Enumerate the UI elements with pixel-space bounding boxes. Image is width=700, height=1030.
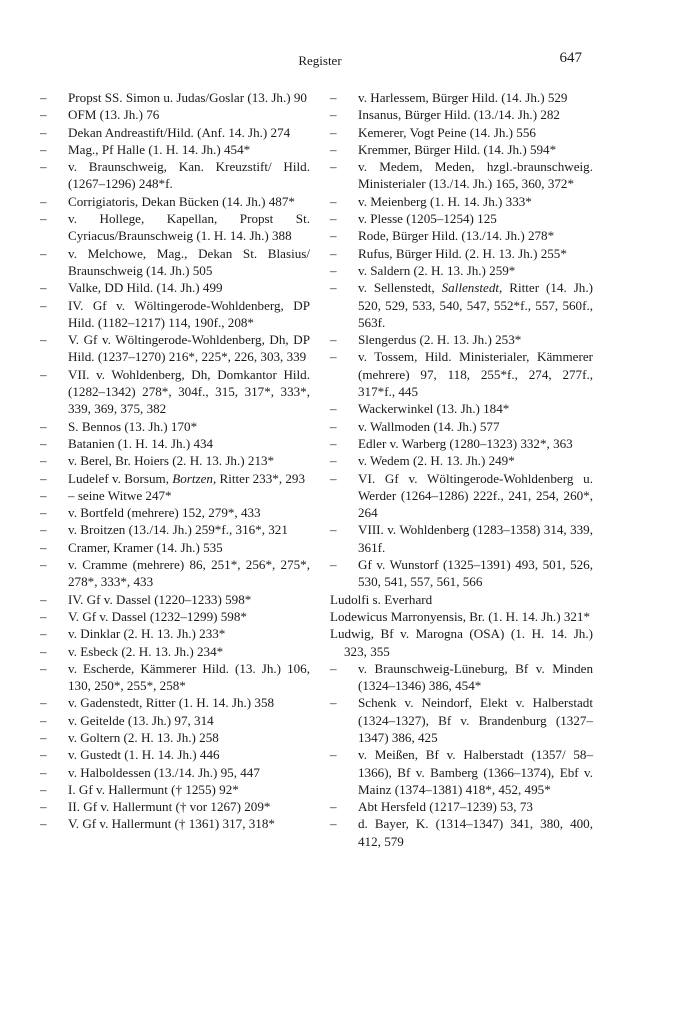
entry-text: Slengerdus (2. H. 13. Jh.) 253* (358, 332, 522, 348)
index-entry (40, 141, 310, 158)
entry-dash: – (330, 211, 337, 227)
entry-dash: – (40, 159, 47, 175)
entry-dash: – (40, 557, 47, 573)
index-entry (40, 418, 310, 435)
entry-dash: – (330, 660, 337, 676)
entry-dash: – (330, 193, 337, 209)
index-entry (330, 227, 593, 244)
entry-dash: – (40, 816, 47, 832)
entry-dash: – (330, 799, 337, 815)
entry-text: v. Hollege, Kapellan, Propst St. Cyriacus/Braunschweig (1. H. 14. Jh.) 388 (68, 211, 310, 244)
index-entry (330, 470, 593, 522)
entry-text: v. Escherde, Kämmerer Hild. (13. Jh.) 106, 130, 250*, 255*, 258* (68, 660, 310, 694)
entry-dash: – (330, 332, 337, 348)
entry-text: Valke, DD Hild. (14. Jh.) 499 (68, 280, 223, 296)
entry-text: Ludolfi s. Everhard (330, 591, 433, 607)
index-entry (330, 331, 593, 348)
entry-dash: – (40, 90, 47, 105)
entry-dash: – (330, 401, 337, 417)
index-entry (40, 487, 310, 504)
entry-dash: – (40, 764, 47, 780)
entry-text: v. Gadenstedt, Ritter (1. H. 14. Jh.) 358 (68, 695, 275, 711)
entry-text: v. Broitzen (13./14. Jh.) 259*f., 316*, 321 (68, 522, 288, 538)
entry-dash: – (40, 211, 47, 227)
entry-dash: – (40, 124, 47, 140)
entry-text: Ludwig, Bf v. Marogna (OSA) (1. H. 14. Jh.) 323, 355 (330, 626, 593, 659)
entry-text: v. Esbeck (2. H. 13. Jh.) 234* (68, 643, 224, 659)
entry-dash: – (330, 816, 337, 832)
entry-text: v. Geitelde (13. Jh.) 97, 314 (68, 712, 214, 728)
index-entry (40, 539, 310, 556)
entry-text: v. Cramme (mehrere) 86, 251*, 256*, 275*, 278*, 333*, 433 (68, 557, 310, 590)
entry-text: v. Halboldessen (13./14. Jh.) 95, 447 (68, 764, 260, 780)
entry-dash: – (330, 228, 337, 244)
entry-text: OFM (13. Jh.) 76 (68, 107, 160, 123)
entry-dash: – (40, 712, 47, 728)
entry-dash: – (330, 159, 337, 175)
entry-text: Gf v. Wunstorf (1325–1391) 493, 501, 526, 530, 541, 557, 561, 566 (358, 557, 593, 590)
entry-dash: – (40, 193, 47, 209)
entry-text: v. Saldern (2. H. 13. Jh.) 259* (358, 262, 516, 278)
entry-text-after: Ritter 233*, 293 (216, 470, 306, 486)
index-entry (40, 452, 310, 469)
entry-dash: – (40, 539, 47, 555)
index-entry (330, 746, 593, 798)
entry-text: v. Medem, Meden, hzgl.-braunschweig. Ministerialer (13./14. Jh.) 165, 360, 372* (358, 159, 593, 192)
entry-dash: – (40, 470, 47, 486)
index-entry (330, 452, 593, 469)
entry-text: Rufus, Bürger Hild. (2. H. 13. Jh.) 255* (358, 245, 567, 261)
index-entry (40, 746, 310, 763)
entry-text: VII. v. Wohldenberg, Dh, Domkantor Hild. (1282–1342) 278*, 304f., 315, 317*, 333*, 339, 369, 375, 382 (68, 366, 310, 417)
entry-dash: – (40, 107, 47, 123)
entry-text: v. Melchowe, Mag., Dekan St. Blasius/ Braunschweig (14. Jh.) 505 (68, 245, 310, 278)
entry-text: Mag., Pf Halle (1. H. 14. Jh.) 454* (68, 141, 251, 157)
entry-dash: – (40, 799, 47, 815)
entry-text: v. Harlessem, Bürger Hild. (14. Jh.) 529 (358, 90, 568, 105)
entry-text: IV. Gf v. Wöltingerode-Wohldenberg, DP Hild. (1182–1217) 114, 190f., 208* (68, 297, 310, 330)
index-entry (40, 608, 310, 625)
entry-text: v. Bortfeld (mehrere) 152, 279*, 433 (68, 505, 261, 521)
index-entry (40, 470, 310, 487)
entry-dash: – (40, 141, 47, 157)
index-entry (330, 798, 593, 815)
entry-text: d. Bayer, K. (1314–1347) 341, 380, 400, 412, 579 (358, 816, 593, 849)
entry-dash: – (40, 245, 47, 261)
entry-text-after: Ritter (14. Jh.) 520, 529, 533, 540, 547, 552*f., 557, 560f., 563f. (358, 280, 593, 330)
entry-text: v. Berel, Br. Hoiers (2. H. 13. Jh.) 213* (68, 453, 275, 469)
entry-text: Batanien (1. H. 14. Jh.) 434 (68, 435, 214, 451)
index-entry (40, 591, 310, 608)
entry-dash: – (330, 470, 337, 486)
page-header (0, 50, 700, 73)
index-entry (330, 245, 593, 262)
index-entry (330, 124, 593, 141)
index-entry (330, 279, 593, 331)
entry-italic-variant: Sallenstedt, (441, 280, 503, 296)
entry-italic-variant: Bortzen, (172, 470, 217, 486)
entry-dash: – (330, 107, 337, 123)
index-entry (40, 504, 310, 521)
entry-dash: – (330, 522, 337, 538)
index-entry (40, 521, 310, 538)
index-entry (40, 643, 310, 660)
entry-text: Cramer, Kramer (14. Jh.) 535 (68, 539, 223, 555)
entry-text: – seine Witwe 247* (68, 487, 172, 503)
index-entry (40, 279, 310, 296)
entry-dash: – (330, 245, 337, 261)
right-column (330, 89, 593, 850)
index-entry (330, 815, 593, 850)
entry-text: v. Wallmoden (14. Jh.) 577 (358, 418, 500, 434)
entry-dash: – (40, 626, 47, 642)
entry-dash: – (40, 643, 47, 659)
index-entry (330, 625, 593, 660)
entry-dash: – (330, 90, 337, 105)
index-entry (330, 435, 593, 452)
entry-dash: – (40, 729, 47, 745)
entry-dash: – (40, 453, 47, 469)
index-entry (40, 210, 310, 245)
running-title: Register (298, 53, 342, 68)
entry-dash: – (40, 487, 47, 503)
entry-dash: – (40, 332, 47, 348)
entry-text: v. Sellenstedt, (358, 280, 442, 296)
index-entry (40, 124, 310, 141)
index-entry (40, 89, 310, 106)
entry-text: V. Gf v. Dassel (1232–1299) 598* (68, 608, 247, 624)
entry-dash: – (330, 557, 337, 573)
index-entry (330, 418, 593, 435)
index-entry (40, 712, 310, 729)
index-entry (40, 106, 310, 123)
entry-dash: – (330, 435, 337, 451)
entry-text: v. Braunschweig-Lüneburg, Bf v. Minden (1324–1346) 386, 454* (358, 660, 593, 694)
entry-text: Lodewicus Marronyensis, Br. (1. H. 14. Jh.) 321* (330, 608, 591, 624)
index-entry (40, 158, 310, 193)
entry-text: v. Braunschweig, Kan. Kreuzstift/ Hild. (1267–1296) 248*f. (68, 159, 310, 192)
entry-text: v. Goltern (2. H. 13. Jh.) 258 (68, 729, 219, 745)
entry-dash: – (330, 280, 337, 296)
entry-dash: – (330, 695, 337, 711)
index-entry (40, 798, 310, 815)
index-entry (330, 348, 593, 400)
page-number: 647 (559, 50, 582, 66)
entry-dash: – (40, 366, 47, 382)
entry-text: Kremmer, Bürger Hild. (14. Jh.) 594* (358, 141, 557, 157)
entry-dash: – (330, 453, 337, 469)
entry-dash: – (330, 747, 337, 763)
entry-text: Wackerwinkel (13. Jh.) 184* (358, 401, 510, 417)
index-entry (330, 608, 593, 625)
entry-text: V. Gf v. Hallermunt († 1361) 317, 318* (68, 816, 275, 832)
entry-dash: – (40, 695, 47, 711)
entry-text: Rode, Bürger Hild. (13./14. Jh.) 278* (358, 228, 555, 244)
index-entry (40, 245, 310, 280)
index-entry (40, 781, 310, 798)
entry-text: Kemerer, Vogt Peine (14. Jh.) 556 (358, 124, 536, 140)
entry-text: Abt Hersfeld (1217–1239) 53, 73 (358, 799, 533, 815)
entry-text: v. Meißen, Bf v. Halberstadt (1357/ 58–1366), Bf v. Bamberg (1366–1374), Ebf v. Mainz (1374–1381) 418*, 452, 495* (358, 747, 593, 797)
index-entry (330, 591, 593, 608)
entry-dash: – (40, 660, 47, 676)
index-entry (40, 815, 310, 832)
entry-text: v. Plesse (1205–1254) 125 (358, 211, 497, 227)
index-entry (330, 141, 593, 158)
index-entry (40, 331, 310, 366)
entry-text: VI. Gf v. Wöltingerode-Wohldenberg u. Werder (1264–1286) 222f., 241, 254, 260*, 264 (358, 470, 593, 521)
entry-dash: – (40, 522, 47, 538)
left-column (40, 89, 310, 833)
entry-text: v. Meienberg (1. H. 14. Jh.) 333* (358, 193, 532, 209)
entry-text: S. Bennos (13. Jh.) 170* (68, 418, 198, 434)
entry-dash: – (40, 505, 47, 521)
entry-dash: – (40, 280, 47, 296)
index-entry (40, 556, 310, 591)
entry-text: Propst SS. Simon u. Judas/Goslar (13. Jh.) 90 (68, 90, 307, 105)
entry-dash: – (40, 591, 47, 607)
entry-text: Edler v. Warberg (1280–1323) 332*, 363 (358, 435, 573, 451)
entry-text: I. Gf v. Hallermunt († 1255) 92* (68, 781, 239, 797)
index-entry (330, 521, 593, 556)
entry-text: Insanus, Bürger Hild. (13./14. Jh.) 282 (358, 107, 560, 123)
entry-dash: – (330, 418, 337, 434)
index-entry (330, 660, 593, 695)
entry-dash: – (40, 297, 47, 313)
entry-text: IV. Gf v. Dassel (1220–1233) 598* (68, 591, 252, 607)
entry-text: Dekan Andreastift/Hild. (Anf. 14. Jh.) 274 (68, 124, 291, 140)
entry-text: V. Gf v. Wöltingerode-Wohldenberg, Dh, DP Hild. (1237–1270) 216*, 225*, 226, 303, 339 (68, 332, 310, 365)
index-entry (330, 158, 593, 193)
index-entry (330, 89, 593, 106)
index-entry (40, 694, 310, 711)
entry-text: v. Tossem, Hild. Ministerialer, Kämmerer (mehrere) 97, 118, 255*f., 274, 277f., 317*f., 445 (358, 349, 593, 400)
entry-dash: – (330, 262, 337, 278)
index-entry (40, 366, 310, 418)
entry-text: Schenk v. Neindorf, Elekt v. Halberstadt (1324–1327), Bf v. Brandenburg (1327–1347) 386, 425 (358, 695, 593, 745)
index-entry (330, 106, 593, 123)
index-entry (40, 764, 310, 781)
entry-dash: – (40, 747, 47, 763)
index-entry (40, 625, 310, 642)
entry-dash: – (330, 141, 337, 157)
index-entry (40, 193, 310, 210)
index-entry (330, 556, 593, 591)
entry-text: v. Gustedt (1. H. 14. Jh.) 446 (68, 747, 220, 763)
index-entry (330, 694, 593, 746)
entry-dash: – (330, 349, 337, 365)
entry-text: VIII. v. Wohldenberg (1283–1358) 314, 339, 361f. (358, 522, 593, 555)
entry-text: v. Wedem (2. H. 13. Jh.) 249* (358, 453, 515, 469)
index-entry (330, 400, 593, 417)
index-entry (330, 262, 593, 279)
index-entry (330, 210, 593, 227)
entry-text: v. Dinklar (2. H. 13. Jh.) 233* (68, 626, 226, 642)
index-entry (330, 193, 593, 210)
entry-dash: – (40, 608, 47, 624)
index-entry (40, 660, 310, 695)
entry-dash: – (330, 124, 337, 140)
entry-dash: – (40, 781, 47, 797)
entry-text: Corrigiatoris, Dekan Bücken (14. Jh.) 487* (68, 193, 295, 209)
index-entry (40, 297, 310, 332)
entry-dash: – (40, 435, 47, 451)
entry-text: Ludelef v. Borsum, (68, 470, 173, 486)
index-entry (40, 729, 310, 746)
index-entry (40, 435, 310, 452)
entry-dash: – (40, 418, 47, 434)
entry-text: II. Gf v. Hallermunt († vor 1267) 209* (68, 799, 271, 815)
